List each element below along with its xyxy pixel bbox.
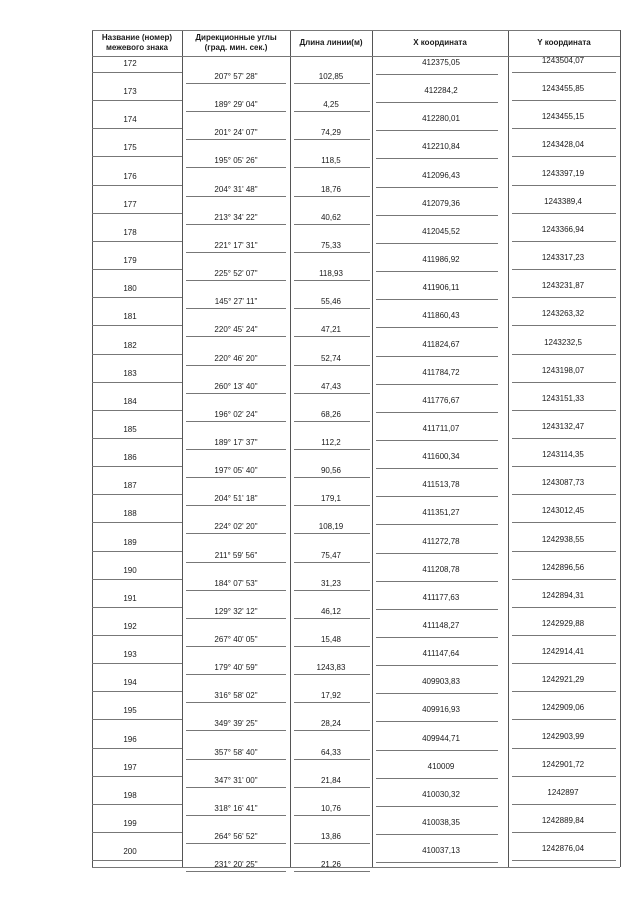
direction-angle: 260° 13' 40" (214, 381, 258, 391)
x-coordinate: 412284,2 (424, 86, 458, 96)
mark-name: 177 (123, 199, 137, 209)
mark-name: 187 (123, 481, 137, 491)
row-divider (294, 449, 370, 450)
row-divider (294, 111, 370, 112)
line-length: 52,74 (320, 353, 342, 363)
row-divider (376, 665, 498, 666)
header-direction-angle: Дирекционные углы (град. мин. сек.) (195, 33, 277, 52)
header-y-coordinate: Y координата (537, 38, 591, 47)
row-divider (92, 860, 182, 861)
row-divider (186, 280, 286, 281)
row-divider (186, 618, 286, 619)
y-coordinate: 1243012,45 (541, 506, 585, 516)
line-length: 15,48 (320, 635, 342, 644)
mark-name: 184 (123, 396, 137, 406)
row-divider (376, 862, 498, 863)
x-coordinate: 412096,43 (422, 170, 460, 180)
row-divider (512, 100, 616, 101)
line-length: 64,33 (320, 747, 342, 757)
row-divider (512, 635, 616, 636)
mark-name: 189 (123, 537, 137, 547)
y-coordinate: 1243198,07 (541, 365, 585, 375)
row-divider (294, 280, 370, 281)
x-coordinate: 409916,93 (422, 705, 460, 715)
row-divider (512, 128, 616, 129)
x-coordinate: 411824,67 (422, 339, 460, 349)
row-divider (512, 72, 616, 73)
mark-name: 190 (123, 565, 137, 575)
row-divider (512, 410, 616, 411)
row-divider (294, 618, 370, 619)
row-divider (512, 719, 616, 720)
row-divider (376, 412, 498, 413)
row-divider (294, 252, 370, 253)
line-length: 179,1 (320, 494, 342, 504)
row-divider (376, 553, 498, 554)
row-divider (294, 196, 370, 197)
row-divider (512, 607, 616, 608)
mark-name: 175 (123, 143, 137, 153)
row-divider (376, 806, 498, 807)
line-length: 40,62 (320, 212, 342, 222)
table-top-border (92, 30, 620, 31)
mark-name: 193 (123, 650, 137, 660)
direction-angle: 224° 02' 20" (214, 522, 258, 532)
x-coordinate: 411860,43 (422, 311, 460, 321)
row-divider (92, 691, 182, 692)
row-divider (376, 750, 498, 751)
row-divider (512, 156, 616, 157)
direction-angle: 145° 27' 11" (214, 297, 258, 307)
mark-name: 178 (123, 227, 137, 237)
row-divider (92, 663, 182, 664)
row-divider (186, 139, 286, 140)
mark-name: 174 (123, 115, 137, 125)
line-length: 118,93 (319, 269, 343, 279)
direction-angle: 264° 56' 52" (214, 832, 258, 842)
row-divider (186, 167, 286, 168)
line-length: 18,76 (320, 184, 342, 194)
direction-angle: 204° 31' 48" (214, 184, 258, 194)
row-divider (186, 871, 286, 872)
y-coordinate: 1243114,35 (542, 450, 584, 460)
row-divider (376, 327, 498, 328)
y-coordinate: 1243151,33 (541, 393, 585, 403)
row-divider (512, 832, 616, 833)
row-divider (186, 562, 286, 563)
direction-angle: 195° 05' 26" (214, 156, 258, 166)
row-divider (512, 269, 616, 270)
line-length: 47,21 (320, 325, 342, 335)
row-divider (294, 393, 370, 394)
y-coordinate: 1243397,19 (541, 168, 585, 178)
row-divider (512, 804, 616, 805)
mark-name: 188 (123, 509, 137, 519)
direction-angle: 207° 57' 28" (214, 72, 258, 81)
row-divider (376, 524, 498, 525)
mark-name: 198 (123, 790, 137, 800)
y-coordinate: 1243428,04 (541, 140, 585, 150)
row-divider (512, 860, 616, 861)
row-divider (376, 271, 498, 272)
direction-angle: 349° 39' 25" (214, 719, 258, 729)
row-divider (186, 843, 286, 844)
row-divider (186, 252, 286, 253)
row-divider (186, 646, 286, 647)
row-divider (376, 834, 498, 835)
row-divider (92, 438, 182, 439)
x-coordinate: 410038,35 (422, 818, 460, 828)
row-divider (512, 382, 616, 383)
row-divider (92, 466, 182, 467)
mark-name: 197 (123, 762, 137, 772)
row-divider (376, 215, 498, 216)
column-divider (182, 30, 183, 867)
row-divider (294, 843, 370, 844)
row-divider (294, 871, 370, 872)
row-divider (186, 590, 286, 591)
mark-name: 183 (123, 368, 137, 378)
row-divider (92, 551, 182, 552)
row-divider (376, 384, 498, 385)
row-divider (92, 297, 182, 298)
row-divider (512, 438, 616, 439)
direction-angle: 184° 07' 53" (214, 578, 258, 588)
row-divider (186, 477, 286, 478)
x-coordinate: 411784,72 (422, 367, 460, 377)
row-divider (92, 100, 182, 101)
y-coordinate: 1242921,29 (541, 675, 585, 685)
line-length: 10,76 (320, 803, 342, 813)
row-divider (92, 410, 182, 411)
x-coordinate: 411351,27 (422, 508, 460, 518)
mark-name: 172 (123, 59, 137, 68)
mark-name: 196 (123, 734, 137, 744)
y-coordinate: 1243366,94 (541, 224, 585, 234)
direction-angle: 201° 24' 07" (214, 128, 258, 138)
x-coordinate: 412045,52 (422, 226, 460, 236)
row-divider (294, 702, 370, 703)
line-length: 1243,83 (316, 663, 346, 673)
y-coordinate: 1243232,5 (544, 337, 582, 347)
row-divider (186, 815, 286, 816)
mark-name: 195 (123, 706, 137, 716)
line-length: 13,86 (320, 832, 342, 842)
mark-name: 176 (123, 171, 137, 181)
direction-angle: 316° 58' 02" (214, 691, 258, 701)
row-divider (376, 243, 498, 244)
row-divider (294, 759, 370, 760)
y-coordinate: 1243455,15 (541, 112, 585, 122)
line-length: 118,5 (321, 156, 341, 166)
line-length: 17,92 (320, 691, 342, 701)
row-divider (92, 635, 182, 636)
line-length: 47,43 (320, 381, 342, 391)
line-length: 31,23 (320, 578, 342, 588)
x-coordinate: 411513,78 (422, 480, 460, 490)
row-divider (92, 832, 182, 833)
y-coordinate: 1242914,41 (541, 647, 585, 657)
row-divider (186, 196, 286, 197)
row-divider (294, 674, 370, 675)
row-divider (376, 74, 498, 75)
y-coordinate: 1242896,56 (541, 562, 585, 572)
direction-angle: 357° 58' 40" (214, 747, 258, 757)
row-divider (512, 522, 616, 523)
y-coordinate: 1242897 (547, 787, 579, 797)
y-coordinate: 1242909,06 (541, 703, 585, 713)
line-length: 46,12 (320, 606, 342, 616)
row-divider (92, 354, 182, 355)
row-divider (294, 83, 370, 84)
line-length: 55,46 (320, 297, 342, 307)
row-divider (512, 691, 616, 692)
row-divider (92, 748, 182, 749)
row-divider (294, 562, 370, 563)
row-divider (92, 804, 182, 805)
mark-name: 180 (123, 284, 137, 294)
x-coordinate: 411208,78 (422, 564, 460, 574)
row-divider (186, 308, 286, 309)
mark-name: 181 (123, 312, 137, 322)
direction-angle: 267° 40' 05" (214, 635, 258, 644)
row-divider (512, 494, 616, 495)
direction-angle: 197° 05' 40" (214, 466, 258, 476)
row-divider (294, 167, 370, 168)
row-divider (512, 663, 616, 664)
row-divider (376, 130, 498, 131)
direction-angle: 347° 31' 00" (214, 775, 258, 785)
y-coordinate: 1242903,99 (541, 731, 585, 741)
row-divider (376, 693, 498, 694)
row-divider (512, 241, 616, 242)
direction-angle: 211° 59' 56" (214, 550, 258, 560)
x-coordinate: 412210,84 (422, 142, 460, 152)
x-coordinate: 411600,34 (422, 452, 460, 462)
direction-angle: 196° 02' 24" (214, 409, 258, 419)
y-coordinate: 1242938,55 (541, 534, 585, 544)
row-divider (92, 128, 182, 129)
header-x-coordinate: X координата (413, 38, 467, 47)
row-divider (294, 421, 370, 422)
row-divider (294, 590, 370, 591)
direction-angle: 221° 17' 31" (214, 240, 258, 250)
row-divider (512, 297, 616, 298)
x-coordinate: 410009 (427, 761, 455, 771)
row-divider (376, 102, 498, 103)
direction-angle: 220° 45' 24" (214, 325, 258, 335)
mark-name: 200 (123, 847, 137, 857)
direction-angle: 231° 20' 25" (214, 860, 258, 870)
row-divider (294, 365, 370, 366)
row-divider (294, 533, 370, 534)
x-coordinate: 409944,71 (422, 733, 460, 743)
row-divider (92, 156, 182, 157)
row-divider (92, 776, 182, 777)
line-length: 74,29 (320, 128, 342, 138)
row-divider (376, 356, 498, 357)
column-divider (372, 30, 373, 867)
x-coordinate: 410037,13 (422, 846, 460, 856)
direction-angle: 189° 17' 37" (214, 437, 258, 447)
y-coordinate: 1243389,4 (544, 196, 582, 206)
mark-name: 179 (123, 256, 137, 266)
row-divider (376, 637, 498, 638)
row-divider (294, 787, 370, 788)
row-divider (294, 815, 370, 816)
mark-name: 182 (123, 340, 137, 350)
row-divider (92, 213, 182, 214)
x-coordinate: 411776,67 (422, 395, 460, 405)
line-length: 21,26 (320, 860, 342, 870)
line-length: 75,33 (320, 240, 342, 250)
row-divider (294, 730, 370, 731)
x-coordinate: 412280,01 (422, 114, 460, 124)
x-coordinate: 411177,63 (422, 592, 460, 602)
row-divider (294, 224, 370, 225)
line-length: 112,2 (321, 437, 341, 447)
y-coordinate: 1243504,07 (541, 56, 585, 65)
row-divider (92, 269, 182, 270)
row-divider (92, 185, 182, 186)
direction-angle: 189° 29' 04" (214, 100, 258, 110)
row-divider (186, 365, 286, 366)
row-divider (92, 607, 182, 608)
row-divider (92, 382, 182, 383)
y-coordinate: 1242901,72 (541, 759, 585, 769)
y-coordinate: 1243132,47 (541, 421, 585, 431)
mark-name: 191 (123, 593, 137, 603)
mark-name: 185 (123, 424, 137, 434)
y-coordinate: 1243455,85 (541, 84, 585, 94)
row-divider (186, 730, 286, 731)
row-divider (186, 111, 286, 112)
row-divider (92, 72, 182, 73)
y-coordinate: 1242876,04 (541, 844, 585, 854)
row-divider (376, 187, 498, 188)
row-divider (92, 579, 182, 580)
row-divider (376, 468, 498, 469)
row-divider (186, 224, 286, 225)
row-divider (294, 646, 370, 647)
x-coordinate: 410030,32 (422, 789, 460, 799)
direction-angle: 129° 32' 12" (214, 606, 258, 616)
x-coordinate: 409903,83 (422, 677, 460, 687)
row-divider (92, 241, 182, 242)
row-divider (186, 336, 286, 337)
row-divider (186, 787, 286, 788)
row-divider (92, 522, 182, 523)
row-divider (186, 759, 286, 760)
header-mark-name: Название (номер) межевого знака (101, 33, 173, 52)
row-divider (186, 421, 286, 422)
x-coordinate: 411272,78 (422, 536, 460, 546)
row-divider (512, 213, 616, 214)
x-coordinate: 411148,27 (422, 621, 460, 630)
header-line-length: Длина линии(м) (299, 38, 363, 47)
row-divider (92, 494, 182, 495)
row-divider (92, 325, 182, 326)
x-coordinate: 412079,36 (422, 198, 460, 208)
row-divider (294, 139, 370, 140)
row-divider (294, 336, 370, 337)
row-divider (294, 477, 370, 478)
row-divider (92, 719, 182, 720)
x-coordinate: 412375,05 (422, 58, 460, 67)
row-divider (512, 466, 616, 467)
mark-name: 199 (123, 819, 137, 829)
line-length: 90,56 (320, 466, 342, 476)
row-divider (376, 581, 498, 582)
row-divider (512, 325, 616, 326)
line-length: 75,47 (320, 550, 342, 560)
direction-angle: 220° 46' 20" (214, 353, 258, 363)
row-divider (186, 533, 286, 534)
y-coordinate: 1243263,32 (541, 309, 585, 319)
line-length: 4,25 (323, 100, 339, 110)
row-divider (186, 505, 286, 506)
y-coordinate: 1243317,23 (541, 253, 585, 263)
row-divider (186, 702, 286, 703)
direction-angle: 318° 16' 41" (214, 803, 258, 813)
x-coordinate: 411906,11 (422, 283, 460, 293)
x-coordinate: 411147,64 (422, 649, 460, 659)
row-divider (512, 551, 616, 552)
direction-angle: 179° 40' 59" (214, 663, 258, 673)
mark-name: 173 (123, 87, 137, 97)
x-coordinate: 411986,92 (422, 255, 460, 265)
row-divider (376, 496, 498, 497)
mark-name: 186 (123, 453, 137, 463)
row-divider (376, 158, 498, 159)
row-divider (186, 674, 286, 675)
row-divider (512, 748, 616, 749)
direction-angle: 225° 52' 07" (214, 269, 258, 279)
row-divider (376, 778, 498, 779)
line-length: 108,19 (318, 522, 344, 532)
line-length: 68,26 (320, 409, 342, 419)
row-divider (376, 721, 498, 722)
row-divider (294, 505, 370, 506)
column-divider (620, 30, 621, 867)
row-divider (512, 354, 616, 355)
mark-name: 192 (123, 622, 137, 631)
x-coordinate: 411711,07 (422, 423, 460, 433)
row-divider (376, 299, 498, 300)
row-divider (376, 440, 498, 441)
direction-angle: 204° 51' 18" (214, 494, 258, 504)
line-length: 21,84 (320, 775, 342, 785)
row-divider (512, 776, 616, 777)
y-coordinate: 1242929,88 (541, 619, 585, 628)
line-length: 28,24 (320, 719, 342, 729)
y-coordinate: 1242889,84 (541, 816, 585, 826)
row-divider (294, 308, 370, 309)
row-divider (186, 449, 286, 450)
row-divider (376, 609, 498, 610)
y-coordinate: 1242894,31 (541, 590, 585, 600)
row-divider (512, 579, 616, 580)
y-coordinate: 1243231,87 (541, 281, 585, 291)
y-coordinate: 1243087,73 (541, 478, 585, 488)
row-divider (512, 185, 616, 186)
mark-name: 194 (123, 678, 137, 688)
row-divider (186, 393, 286, 394)
direction-angle: 213° 34' 22" (214, 212, 258, 222)
row-divider (186, 83, 286, 84)
line-length: 102,85 (318, 72, 344, 81)
